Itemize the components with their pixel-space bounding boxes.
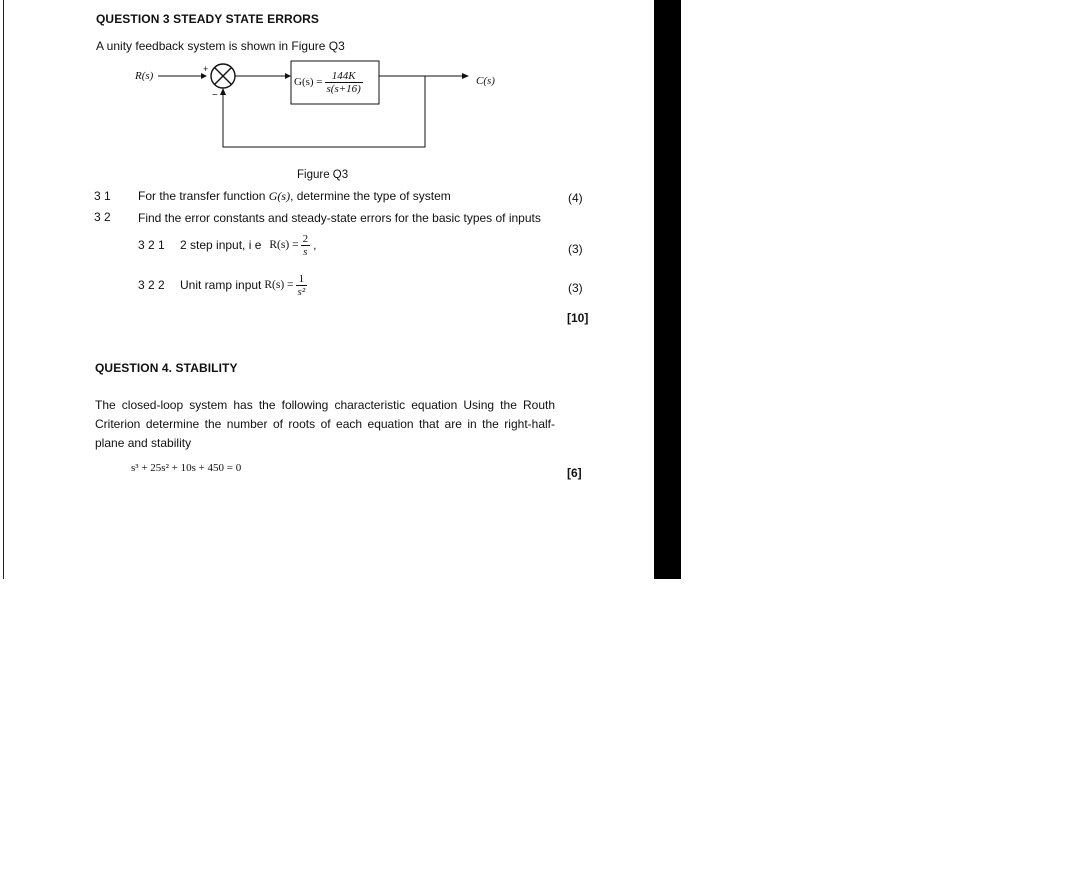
- item-3-2-2-marks: (3): [568, 281, 583, 295]
- ramp-fraction: $\frac{1}{\text{s²}}$: [297, 272, 306, 298]
- figure-caption: Figure Q3: [297, 169, 349, 181]
- step-lhs: R(s) =: [269, 239, 299, 251]
- q3-heading: QUESTION 3 STEADY STATE ERRORS: [96, 12, 320, 26]
- q3-total-marks: [10]: [567, 311, 589, 325]
- item-3-1-number: 3 1: [94, 189, 111, 203]
- step-fraction: $\frac{2}{s}$: [302, 232, 309, 258]
- output-label: C(s): [476, 75, 495, 87]
- item-3-2-2-number: 3 2 2: [138, 278, 165, 292]
- q4-line-1: The closed-loop system has the following characteristic equation Using the Routh: [95, 398, 555, 412]
- characteristic-equation: s³ + 25s² + 10s + 450 = 0: [131, 462, 242, 474]
- item-3-2-2-text: Unit ramp input R(s) = $\frac{1}{\text{s²}}$: [180, 272, 306, 298]
- item-3-2-number: 3 2: [94, 210, 111, 224]
- item-3-2-text: Find the error constants and steady-state errors for the basic types of inputs: [138, 211, 541, 225]
- q4-paragraph: [95, 396, 555, 453]
- input-label: R(s): [135, 70, 154, 82]
- item-3-2-1-marks: (3): [568, 242, 583, 256]
- item-3-1-marks: (4): [568, 191, 583, 205]
- gain-fraction: [325, 70, 363, 95]
- item-3-2-1-text: 2 step input, i e R(s) = $\frac{2}{s}$ ,: [180, 232, 317, 258]
- scan-edge-bar: [654, 0, 681, 579]
- q3-intro: A unity feedback system is shown in Figure Q3: [96, 39, 345, 53]
- gain-numerator: 144K: [325, 70, 363, 83]
- transfer-function: [294, 65, 363, 99]
- feedback-arrowhead: [220, 88, 226, 95]
- item-3-2-1-number: 3 2 1: [138, 238, 165, 252]
- q4-marks: [6]: [567, 466, 582, 480]
- gain-denominator: s(s+16): [326, 82, 361, 95]
- q4-line-2: Criterion determine the number of roots of each equation that are in the right-half-: [95, 417, 555, 431]
- page-left-border: [3, 0, 4, 579]
- item-3-1-text: For the transfer function G(s), determine the type of system: [138, 189, 451, 203]
- ramp-lhs: R(s) =: [264, 279, 294, 291]
- q4-heading: QUESTION 4. STABILITY: [95, 361, 238, 375]
- output-arrowhead: [462, 73, 469, 79]
- plus-sign: +: [203, 64, 209, 74]
- minus-sign: −: [212, 90, 218, 101]
- gain-lhs: G(s) =: [294, 76, 323, 88]
- q4-line-3: plane and stability: [95, 436, 192, 450]
